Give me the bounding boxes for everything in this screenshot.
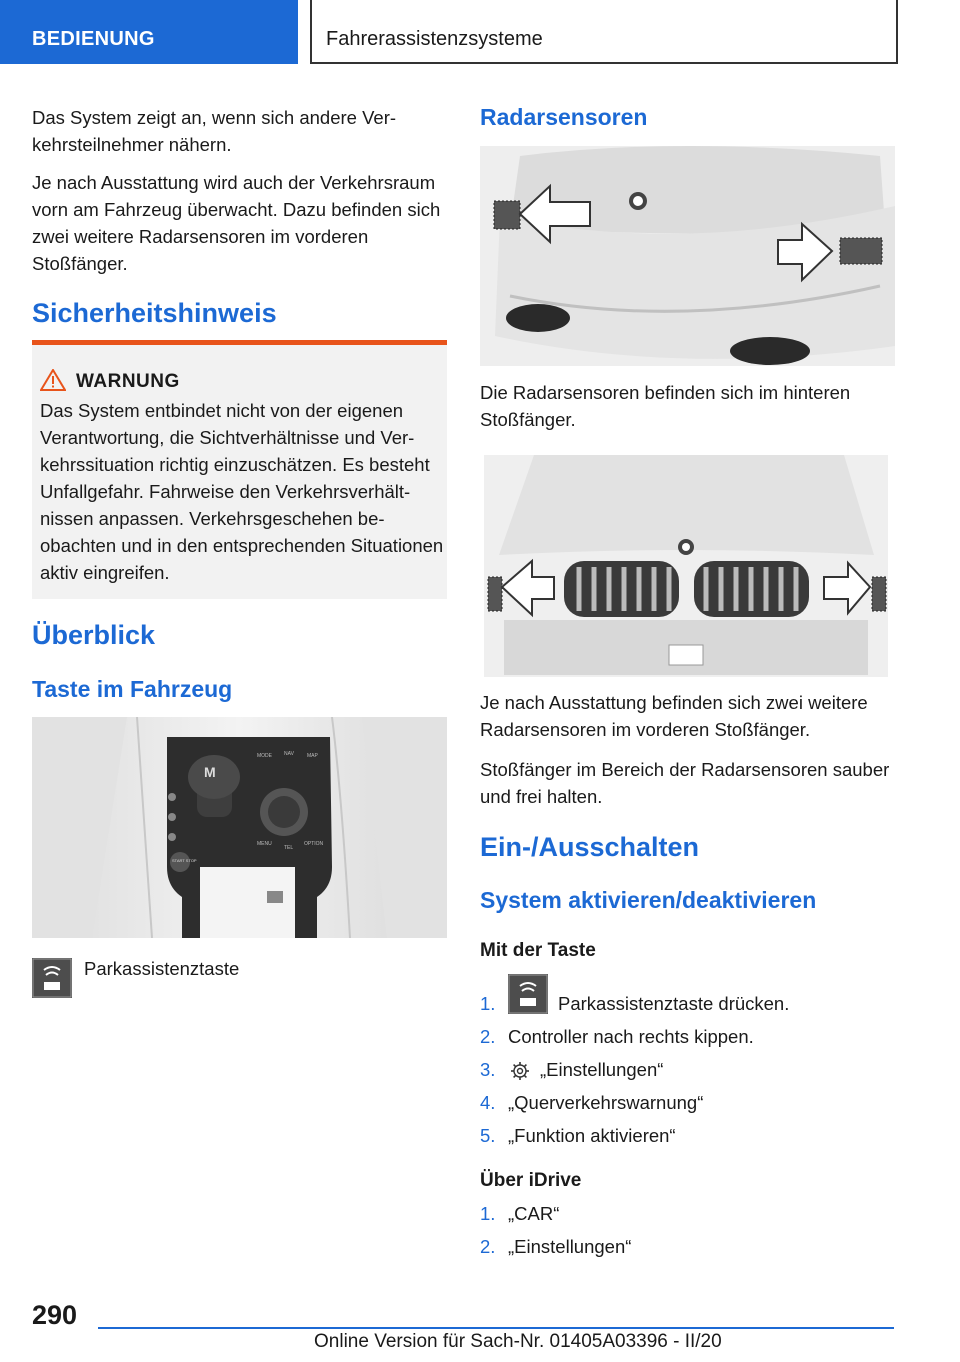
mode-label: MODE [257, 753, 272, 759]
chapter-title: Fahrerassistenzsysteme [326, 28, 543, 50]
step-text: Controller nach rechts kippen. [508, 1026, 754, 1047]
step-number: 1. [480, 993, 496, 1014]
intro-paragraph-1: Das System zeigt an, wenn sich andere Verkehrsteilnehmer nähern. [32, 107, 397, 155]
option-label: OPTION [304, 841, 324, 847]
idrive-heading: Über iDrive [480, 1170, 582, 1191]
intro-paragraph-2: Je nach Ausstattung wird auch der Verkehrsraum vorn am Fahrzeug überwacht. Dazu befinden sich zwei weitere Radarsensoren im vorderen Stoßfänger. [32, 172, 441, 274]
front-bumper-figure [484, 455, 888, 677]
step-text: „Funktion aktivieren“ [508, 1125, 676, 1146]
warning-triangle-icon [40, 369, 66, 391]
warning-text: Das System entbindet nicht von der eigenen Verantwortung, die Sichtverhältnisse und Verkehrssituation richtig einzuschätzen. Es besteht Unfallgefahr. Fahrweise den Verkehrsverhältnissen anpassen. Verkehrsgeschehen beobachten und in den entsprechenden Situationen aktiv eingreifen. [40, 400, 444, 583]
list-item [480, 1120, 890, 1152]
button-steps-list [480, 988, 890, 1158]
safety-heading: Sicherheitshinweis [32, 298, 277, 328]
onoff-heading: Ein-/Ausschalten [480, 832, 700, 862]
overview-heading: Überblick [32, 620, 156, 650]
list-item [480, 1231, 890, 1263]
warning-box [32, 340, 447, 599]
step-number: 2. [480, 1026, 496, 1047]
step-number: 3. [480, 1059, 496, 1080]
rear-bumper-figure [480, 146, 895, 366]
tel-label: TEL [284, 845, 294, 851]
with-button-heading: Mit der Taste [480, 940, 596, 961]
step-text: „Querverkehrswarnung“ [508, 1092, 704, 1113]
console-figure [32, 717, 447, 938]
warning-title: WARNUNG [76, 371, 180, 392]
step-text: „CAR“ [508, 1203, 560, 1224]
front-bumper-illustration [484, 455, 888, 677]
radar-heading: Radarsensoren [480, 104, 648, 130]
page-number: 290 [32, 1300, 78, 1330]
footer-online-version: Online Version für Sach-Nr. 01405A03396 - II/20 [314, 1331, 722, 1352]
list-item [480, 1198, 890, 1230]
gear-icon [510, 1061, 530, 1081]
step-text: „Einstellungen“ [540, 1059, 664, 1080]
clean-note: Stoßfänger im Bereich der Radarsensoren sauber und frei halten. [480, 759, 890, 807]
list-item [480, 988, 890, 1020]
park-assist-icon [32, 958, 72, 1003]
park-assist-caption: Parkassistenztaste [84, 958, 240, 979]
rear-bumper-illustration [480, 146, 895, 366]
m-logo: M [204, 764, 216, 780]
step-number: 5. [480, 1125, 496, 1146]
list-item [480, 1054, 890, 1086]
step-number: 4. [480, 1092, 496, 1113]
step-text: Parkassistenztaste drücken. [558, 993, 790, 1014]
step-number: 2. [480, 1236, 496, 1257]
section-title: BEDIENUNG [32, 28, 155, 50]
start-stop-label: START STOP [172, 858, 197, 863]
footer-divider [98, 1327, 894, 1329]
idrive-steps-list [480, 1198, 890, 1268]
chapter-tab [310, 0, 898, 64]
park-assist-button-icon [508, 974, 548, 1014]
button-heading: Taste im Fahrzeug [32, 676, 233, 702]
list-item [480, 1087, 890, 1119]
activate-heading: System aktivieren/deaktivieren [480, 887, 817, 913]
park-assist-button-icon [32, 958, 72, 998]
section-tab [0, 0, 298, 64]
step-text: „Einstellungen“ [508, 1236, 632, 1257]
console-illustration [32, 717, 447, 938]
nav-label: NAV [284, 751, 294, 757]
list-item [480, 1021, 890, 1053]
rear-caption: Die Radarsensoren befinden sich im hinteren Stoßfänger. [480, 382, 851, 430]
step-number: 1. [480, 1203, 496, 1224]
front-caption: Je nach Ausstattung befinden sich zwei weitere Radarsensoren im vorderen Stoßfänger. [480, 692, 868, 740]
menu-label: MENU [257, 841, 272, 847]
map-label: MAP [307, 753, 318, 759]
